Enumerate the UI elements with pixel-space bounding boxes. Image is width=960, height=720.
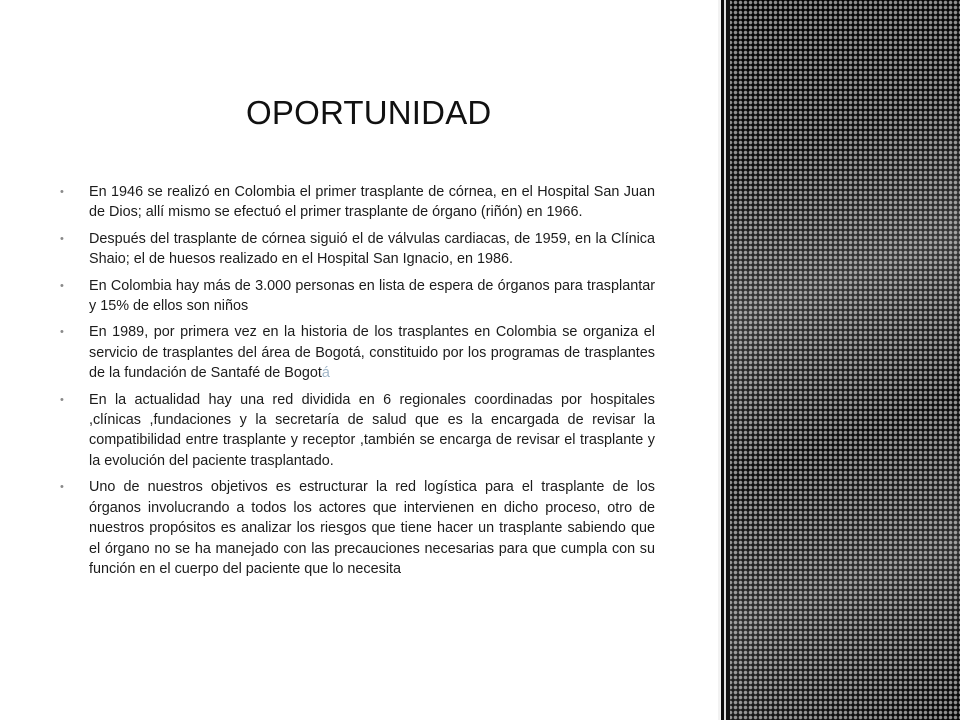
bullet-text-accent: á — [321, 365, 330, 382]
bullet-text: Uno de nuestros objetivos es estructurar la red logística para el trasplante de los órganos involucrando a todos los actores que intervienen en dicho proceso, otro de nuestros propósitos es analizar los riesgos que tiene hacer un trasplante sabiendo que el órgano no se ha manejado con las precauciones necesarias para que cumpla con su función en el cuerpo del paciente que lo necesita — [89, 479, 655, 577]
metallic-dot-pattern-panel — [718, 0, 960, 720]
bullet-item — [60, 390, 655, 472]
bullet-icon: • — [60, 186, 64, 198]
bullet-item — [60, 322, 655, 383]
bullet-icon: • — [60, 393, 64, 406]
bullet-text: En 1989, por primera vez en la historia de los trasplantes en Colombia se organiza el servicio de trasplantes del área de Bogotá, constituido por los programas de trasplantes de la fundación de Santafé de Bogot — [89, 324, 655, 382]
bullet-item — [60, 276, 655, 317]
bullet-text: En 1946 se realizó en Colombia el primer trasplante de córnea, en el Hospital San Juan de Dios; allí mismo se efectuó el primer trasplante de órgano (riñón) en 1966. — [89, 184, 655, 221]
bullet-icon: • — [60, 481, 64, 494]
bullet-text: Después del trasplante de córnea siguió el de válvulas cardiacas, de 1959, en la Clínica Shaio; el de huesos realizado en el Hospital San Ignacio, en 1986. — [89, 230, 655, 268]
bullet-item — [60, 477, 655, 579]
bullet-icon: • — [60, 326, 64, 339]
bullet-icon: • — [60, 232, 64, 245]
bullet-list — [60, 182, 655, 585]
bullet-text: En la actualidad hay una red dividida en 6 regionales coordinadas por hospitales ,clínicas ,fundaciones y la secretaría de salud que es la encargada de revisar la compatibilidad entre trasplante y receptor ,también se encarga de revisar el trasplante y la evolución del paciente trasplantado. — [89, 391, 655, 469]
slide-title: OPORTUNIDAD — [246, 94, 492, 131]
bullet-item — [60, 182, 655, 223]
bullet-text: En Colombia hay más de 3.000 personas en lista de espera de órganos para trasplantar y 15% de ellos son niños — [89, 277, 655, 315]
bullet-icon: • — [60, 279, 64, 292]
bullet-item — [60, 229, 655, 270]
panel-edge-stripes — [718, 0, 730, 720]
